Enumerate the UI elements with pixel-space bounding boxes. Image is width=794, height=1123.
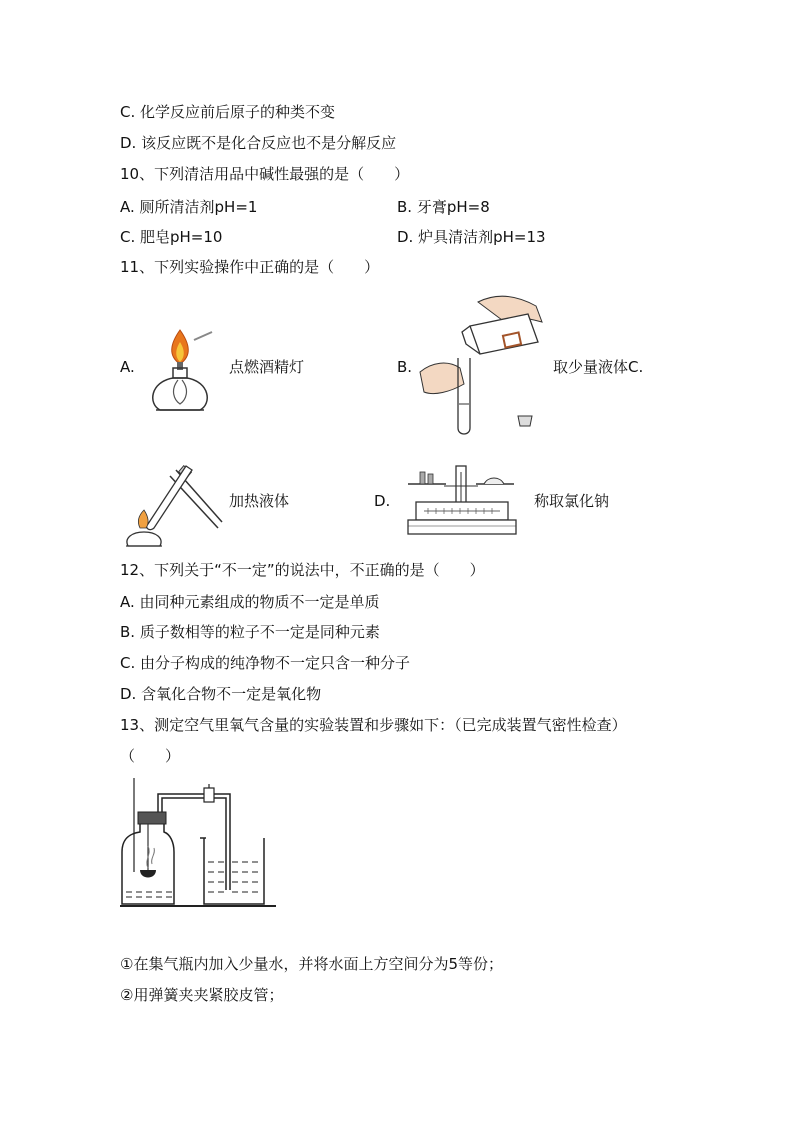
oxygen-apparatus-figure bbox=[118, 772, 278, 918]
q11-caption-a: 点燃酒精灯 bbox=[229, 358, 305, 376]
balance-scale-figure bbox=[404, 462, 519, 544]
pour-liquid-figure bbox=[418, 292, 548, 440]
q10-option-a: A. 厕所清洁剂pH=1 bbox=[120, 198, 258, 216]
q9-option-c: C. 化学反应前后原子的种类不变 bbox=[120, 103, 336, 121]
q13-step-1: ①在集气瓶内加入少量水，并将水面上方空间分为5等份； bbox=[120, 955, 503, 973]
q10-stem: 10、下列清洁用品中碱性最强的是（ ） bbox=[120, 165, 410, 183]
q12-option-c: C. 由分子构成的纯净物不一定只含一种分子 bbox=[120, 654, 411, 672]
heat-liquid-figure bbox=[120, 460, 225, 550]
q12-stem: 12、下列关于“不一定”的说法中，不正确的是（ ） bbox=[120, 561, 485, 579]
q10-option-c: C. 肥皂pH=10 bbox=[120, 228, 223, 246]
q9-option-d: D. 该反应既不是化合反应也不是分解反应 bbox=[120, 134, 397, 152]
q12-option-b: B. 质子数相等的粒子不一定是同种元素 bbox=[120, 623, 380, 641]
alcohol-lamp-figure bbox=[140, 322, 220, 417]
q11-label-a: A. bbox=[120, 358, 135, 376]
q13-stem: 13、测定空气里氧气含量的实验装置和步骤如下：（已完成装置气密性检查） bbox=[120, 716, 627, 734]
q11-stem: 11、下列实验操作中正确的是（ ） bbox=[120, 258, 380, 276]
q13-step-2: ②用弹簧夹夹紧胶皮管； bbox=[120, 986, 284, 1004]
q11-label-d: D. bbox=[374, 492, 391, 510]
q11-caption-d: 称取氯化钠 bbox=[534, 492, 610, 510]
q13-answer-paren: （ ） bbox=[120, 747, 181, 765]
q10-option-d: D. 炉具清洁剂pH=13 bbox=[397, 228, 546, 246]
q12-option-d: D. 含氧化合物不一定是氧化物 bbox=[120, 685, 322, 703]
q11-caption-b: 取少量液体C. bbox=[553, 358, 644, 376]
q11-caption-c: 加热液体 bbox=[229, 492, 290, 510]
q11-label-b: B. bbox=[397, 358, 413, 376]
q12-option-a: A. 由同种元素组成的物质不一定是单质 bbox=[120, 593, 380, 611]
q10-option-b: B. 牙膏pH=8 bbox=[397, 198, 490, 216]
